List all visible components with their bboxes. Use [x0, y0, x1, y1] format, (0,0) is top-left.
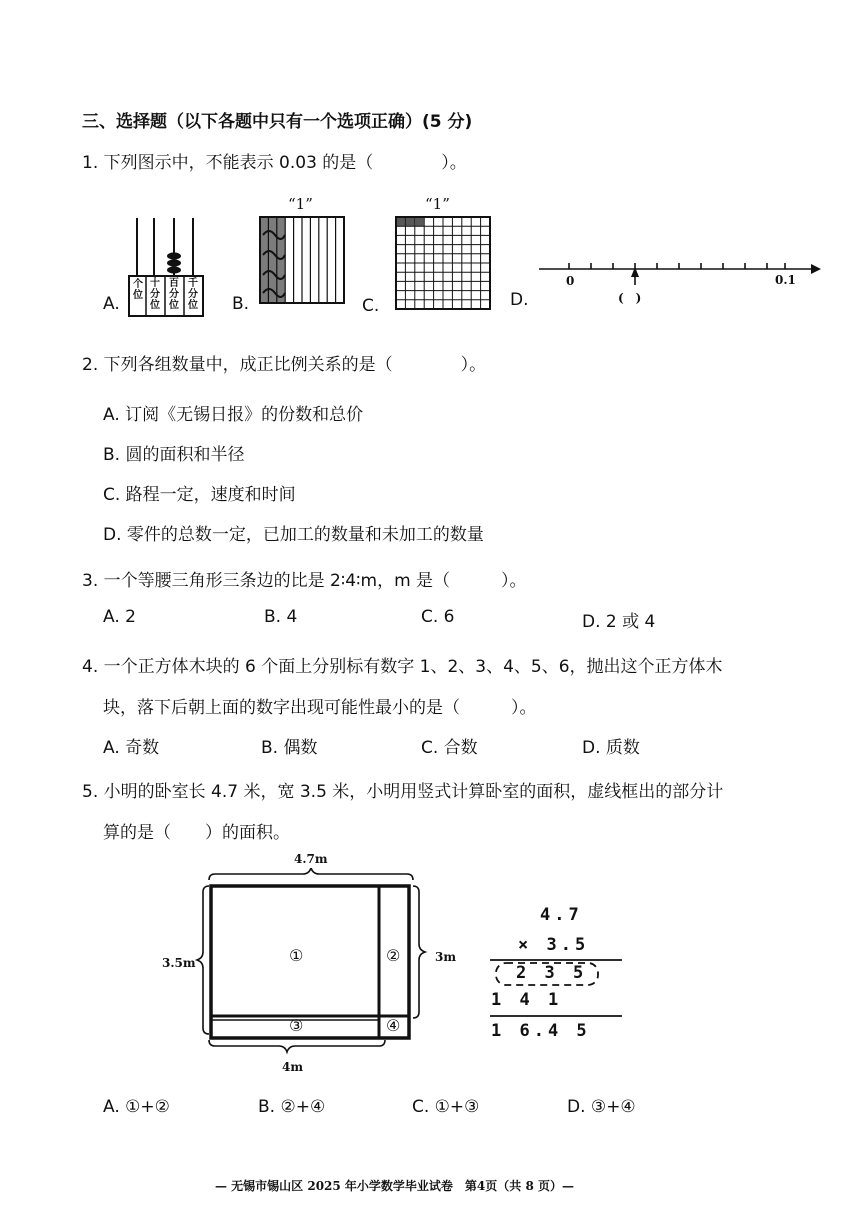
q5-stem-line1: 5. 小明的卧室长 4.7 米，宽 3.5 米，小明用竖式计算卧室的面积，虚线框出的部分计: [82, 782, 724, 802]
q2-option-b: B. 圆的面积和半径: [103, 445, 245, 465]
number-line-paren: ( ): [618, 291, 642, 305]
abacus-label-hundredths: 百分位: [169, 278, 179, 311]
number-line-end: 0.1: [775, 273, 796, 287]
calc-row-product: 1 6.4 5: [491, 1021, 591, 1041]
q1-option-d: D.: [510, 290, 529, 310]
q1-option-a: A.: [103, 294, 120, 314]
q4-option-d: D. 质数: [582, 738, 640, 758]
region-2-label: ②: [386, 946, 401, 965]
q4-stem-line2: 块，落下后朝上面的数字出现可能性最小的是（ ）。: [103, 698, 537, 718]
page-footer: — 无锡市锡山区 2025 年小学数学毕业试卷 第4页（共 8 页）—: [215, 1179, 574, 1193]
q1-stem: 1. 下列图示中，不能表示 0.03 的是（ ）。: [82, 153, 467, 173]
q3-option-c: C. 6: [421, 607, 455, 627]
grid-c-label: “1”: [425, 195, 450, 213]
q1-option-c: C.: [362, 296, 380, 316]
q4-stem-line1: 4. 一个正方体木块的 6 个面上分别标有数字 1、2、3、4、5、6，抛出这个正方体木: [82, 657, 723, 677]
figure-top-label: 4.7m: [294, 852, 328, 866]
hundred-grid-figure: [394, 215, 494, 311]
q3-stem: 3. 一个等腰三角形三条边的比是 2∶4∶m，m 是（ ）。: [82, 571, 527, 591]
region-1-label: ①: [289, 946, 304, 965]
region-3-label: ③: [289, 1016, 304, 1035]
section-title: 三、选择题（以下各题中只有一个选项正确）(5 分): [82, 112, 473, 132]
figure-left-label: 3.5m: [162, 956, 196, 970]
q5-option-b: B. ②+④: [258, 1097, 326, 1117]
figure-right-label: 3m: [435, 950, 457, 964]
strip-grid-figure: [258, 215, 348, 307]
abacus-label-ones: 个位: [133, 279, 143, 301]
abacus-label-tenths: 十分位: [150, 278, 160, 311]
figure-bottom-label: 4m: [282, 1060, 304, 1074]
q4-option-b: B. 偶数: [261, 738, 318, 758]
q2-stem: 2. 下列各组数量中，成正比例关系的是（ ）。: [82, 355, 487, 375]
q3-option-a: A. 2: [103, 607, 136, 627]
q2-option-a: A. 订阅《无锡日报》的份数和总价: [103, 405, 364, 425]
q4-option-c: C. 合数: [421, 738, 478, 758]
q5-option-a: A. ①+②: [103, 1097, 170, 1117]
q5-option-c: C. ①+③: [412, 1097, 480, 1117]
abacus-label-thousandths: 千分位: [188, 278, 198, 311]
room-area-figure: [195, 868, 435, 1068]
q2-option-c: C. 路程一定，速度和时间: [103, 485, 296, 505]
q4-option-a: A. 奇数: [103, 738, 160, 758]
q5-stem-line2: 算的是（ ）的面积。: [103, 823, 290, 843]
grid-b-label: “1”: [288, 195, 313, 213]
q2-option-d: D. 零件的总数一定，已加工的数量和未加工的数量: [103, 525, 484, 545]
calc-row-partial-1: 2 3 5: [516, 963, 588, 983]
q1-option-b: B.: [232, 294, 250, 314]
calc-row-multiplicand: 4.7: [540, 905, 583, 925]
calc-row-partial-2: 1 4 1: [491, 990, 563, 1010]
q3-option-d: D. 2 或 4: [582, 612, 656, 632]
q3-option-b: B. 4: [264, 607, 298, 627]
region-4-label: ④: [386, 1016, 401, 1035]
number-line-start: 0: [566, 274, 575, 288]
calc-row-multiplier: × 3.5: [518, 935, 590, 955]
q5-option-d: D. ③+④: [567, 1097, 636, 1117]
